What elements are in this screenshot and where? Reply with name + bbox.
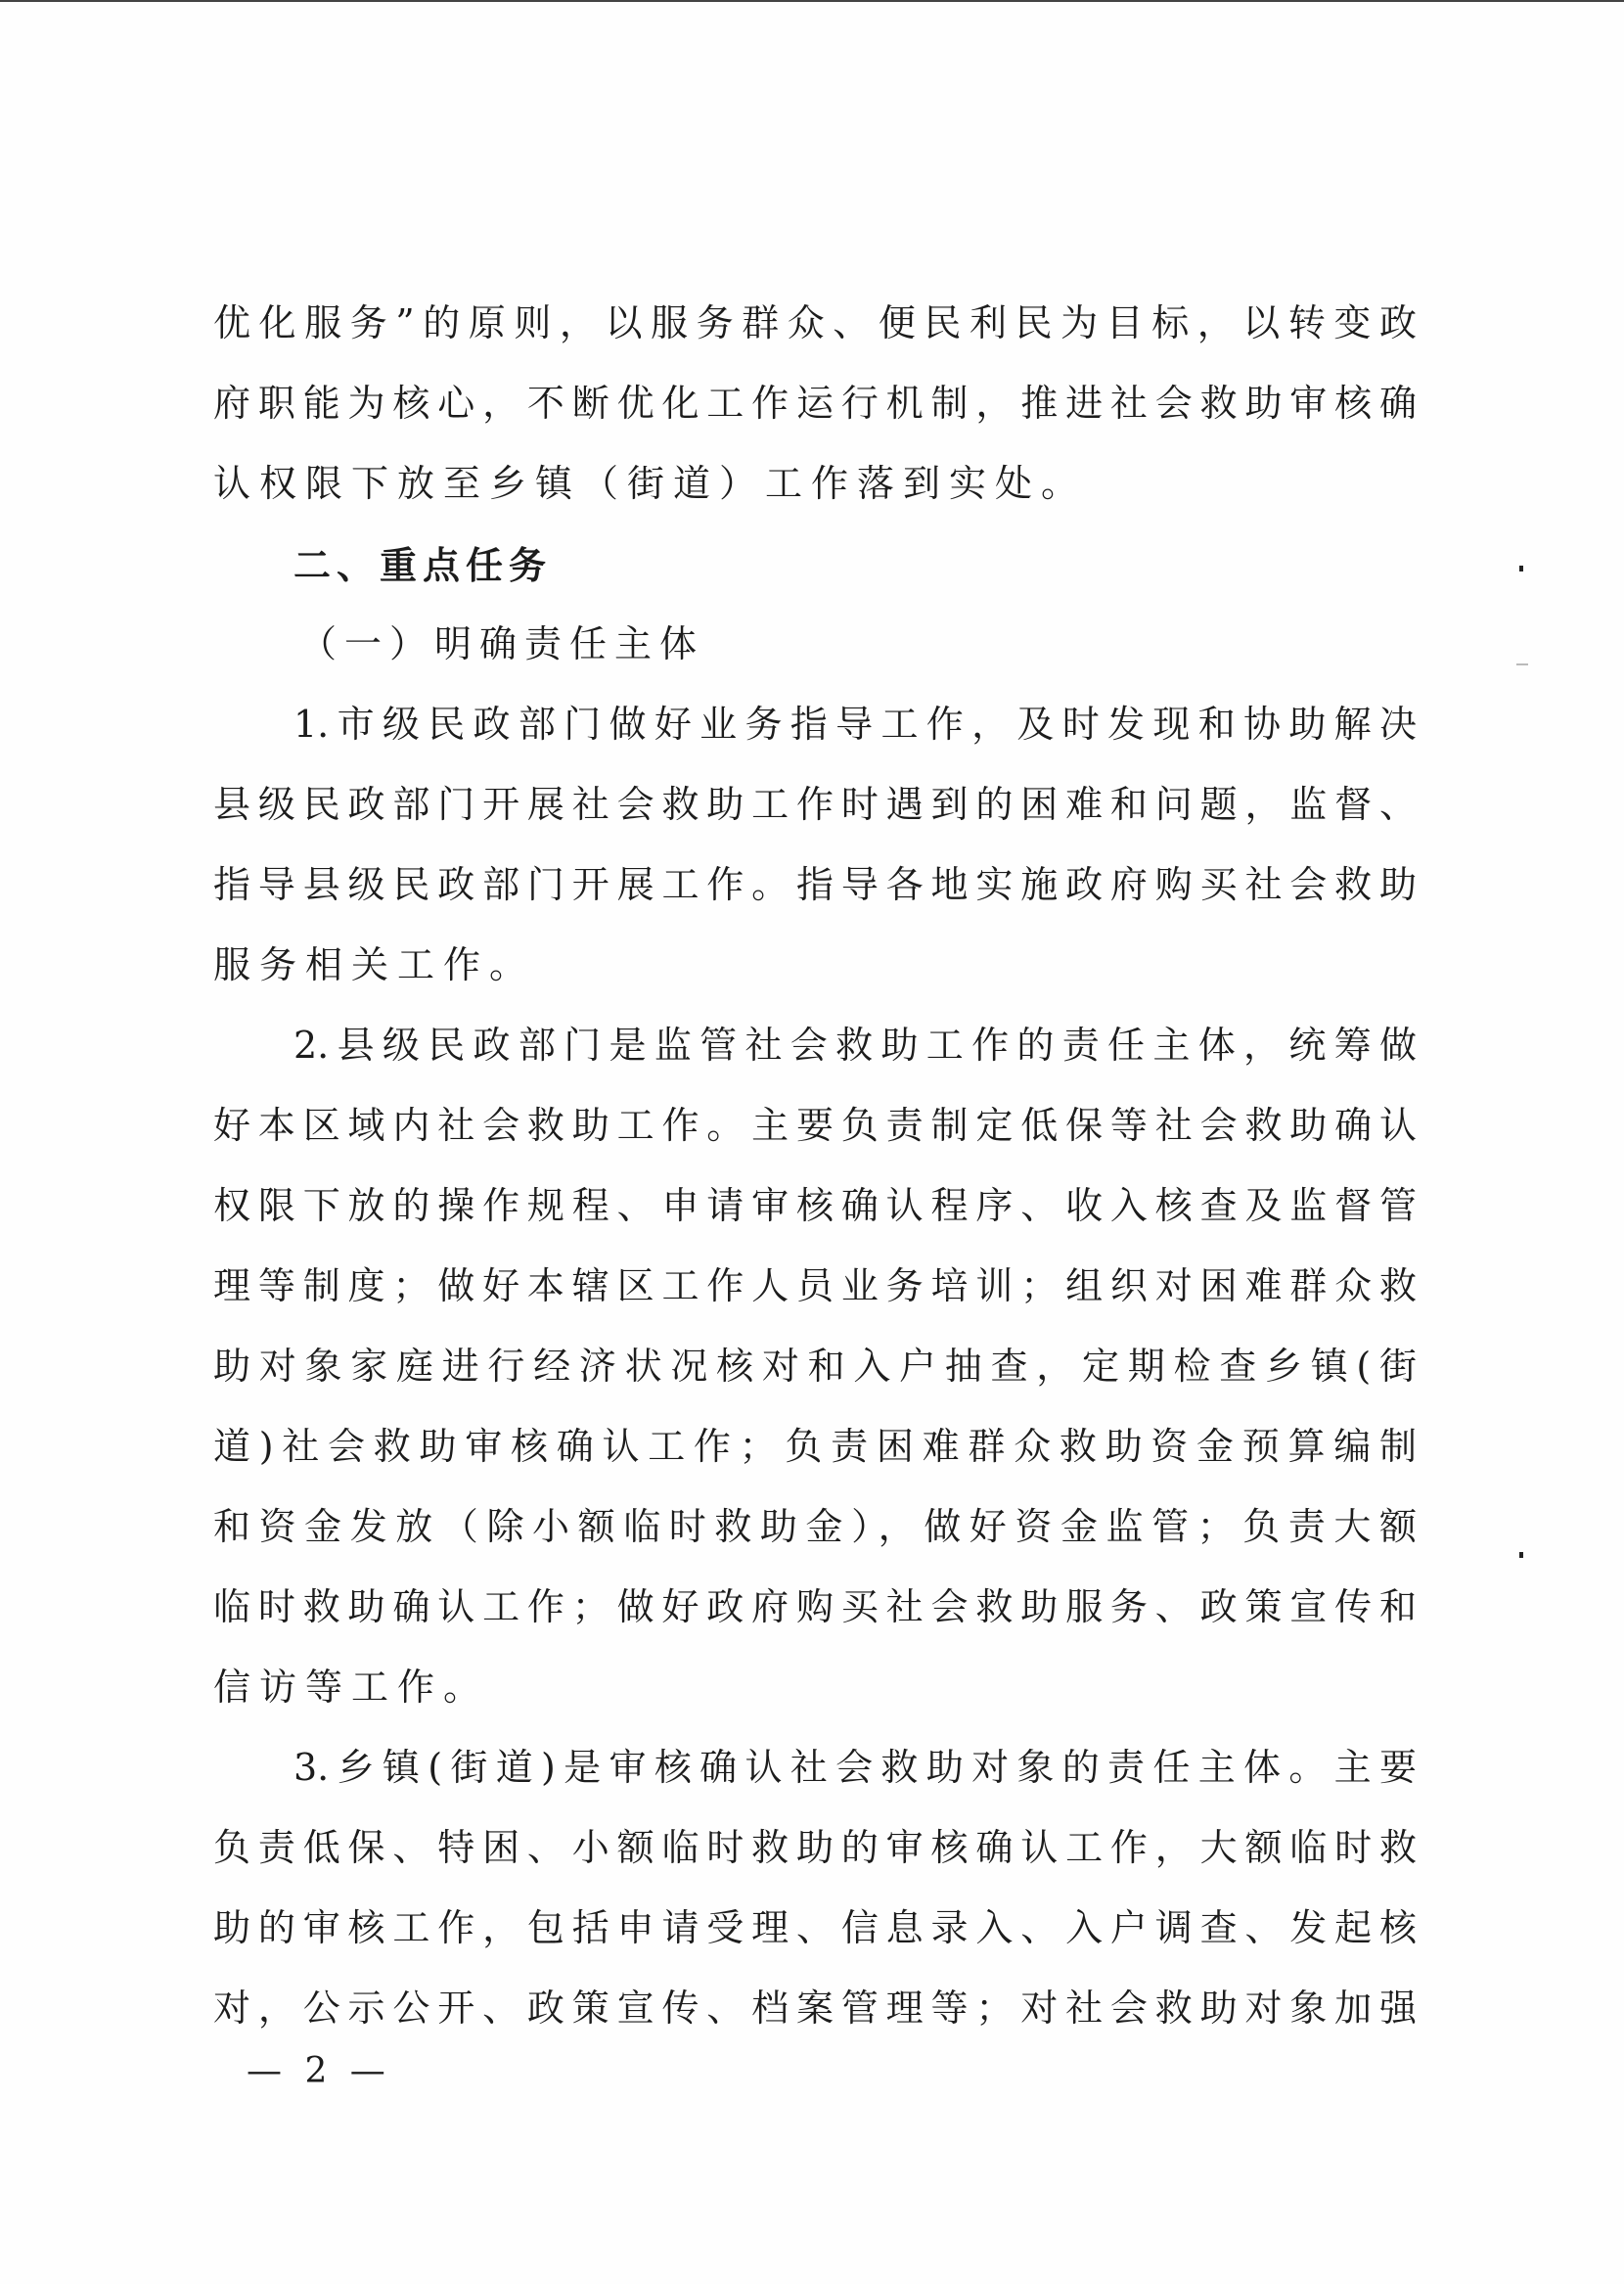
body-line: 认权限下放至乡镇（街道）工作落到实处。 bbox=[213, 462, 1088, 505]
scan-top-edge bbox=[0, 0, 1624, 2]
body-line: 县级民政部门开展社会救助工作时遇到的困难和问题，监督、 bbox=[213, 783, 1417, 826]
body-line: 信访等工作。 bbox=[213, 1666, 490, 1709]
body-line: 对，公示公开、政策宣传、档案管理等；对社会救助对象加强 bbox=[213, 1987, 1417, 2030]
body-line: 府职能为核心，不断优化工作运行机制，推进社会救助审核确 bbox=[213, 382, 1417, 425]
body-line: 好本区域内社会救助工作。主要负责制定低保等社会救助确认 bbox=[213, 1104, 1417, 1147]
body-line: 理等制度；做好本辖区工作人员业务培训；组织对困难群众救 bbox=[213, 1264, 1417, 1307]
subsection-heading: （一）明确责任主体 bbox=[299, 622, 705, 665]
scan-speck bbox=[1519, 1552, 1523, 1558]
page-number: — 2 — bbox=[247, 2051, 391, 2091]
body-line: 助对象家庭进行经济状况核对和入户抽查，定期检查乡镇(街 bbox=[213, 1345, 1417, 1388]
section-heading: 二、重点任务 bbox=[293, 544, 553, 587]
body-line: 和资金发放（除小额临时救助金），做好资金监管；负责大额 bbox=[213, 1505, 1417, 1548]
body-line: 3.乡镇(街道)是审核确认社会救助对象的责任主体。主要 bbox=[293, 1746, 1417, 1789]
scan-mark bbox=[1516, 663, 1528, 665]
body-line: 服务相关工作。 bbox=[213, 943, 536, 986]
body-line: 负责低保、特困、小额临时救助的审核确认工作，大额临时救 bbox=[213, 1826, 1417, 1869]
body-line: 指导县级民政部门开展工作。指导各地实施政府购买社会救助 bbox=[213, 863, 1417, 906]
body-line: 临时救助确认工作；做好政府购买社会救助服务、政策宣传和 bbox=[213, 1585, 1417, 1628]
body-line: 1.市级民政部门做好业务指导工作，及时发现和协助解决 bbox=[293, 703, 1417, 746]
body-line: 道)社会救助审核确认工作；负责困难群众救助资金预算编制 bbox=[213, 1425, 1417, 1468]
body-line: 2.县级民政部门是监管社会救助工作的责任主体，统筹做 bbox=[293, 1024, 1417, 1067]
scan-speck bbox=[1519, 566, 1523, 571]
body-line: 权限下放的操作规程、申请审核确认程序、收入核查及监督管 bbox=[213, 1184, 1417, 1227]
body-line: 助的审核工作，包括申请受理、信息录入、入户调查、发起核 bbox=[213, 1906, 1417, 1949]
body-line: 优化服务”的原则，以服务群众、便民利民为目标，以转变政 bbox=[213, 301, 1417, 344]
